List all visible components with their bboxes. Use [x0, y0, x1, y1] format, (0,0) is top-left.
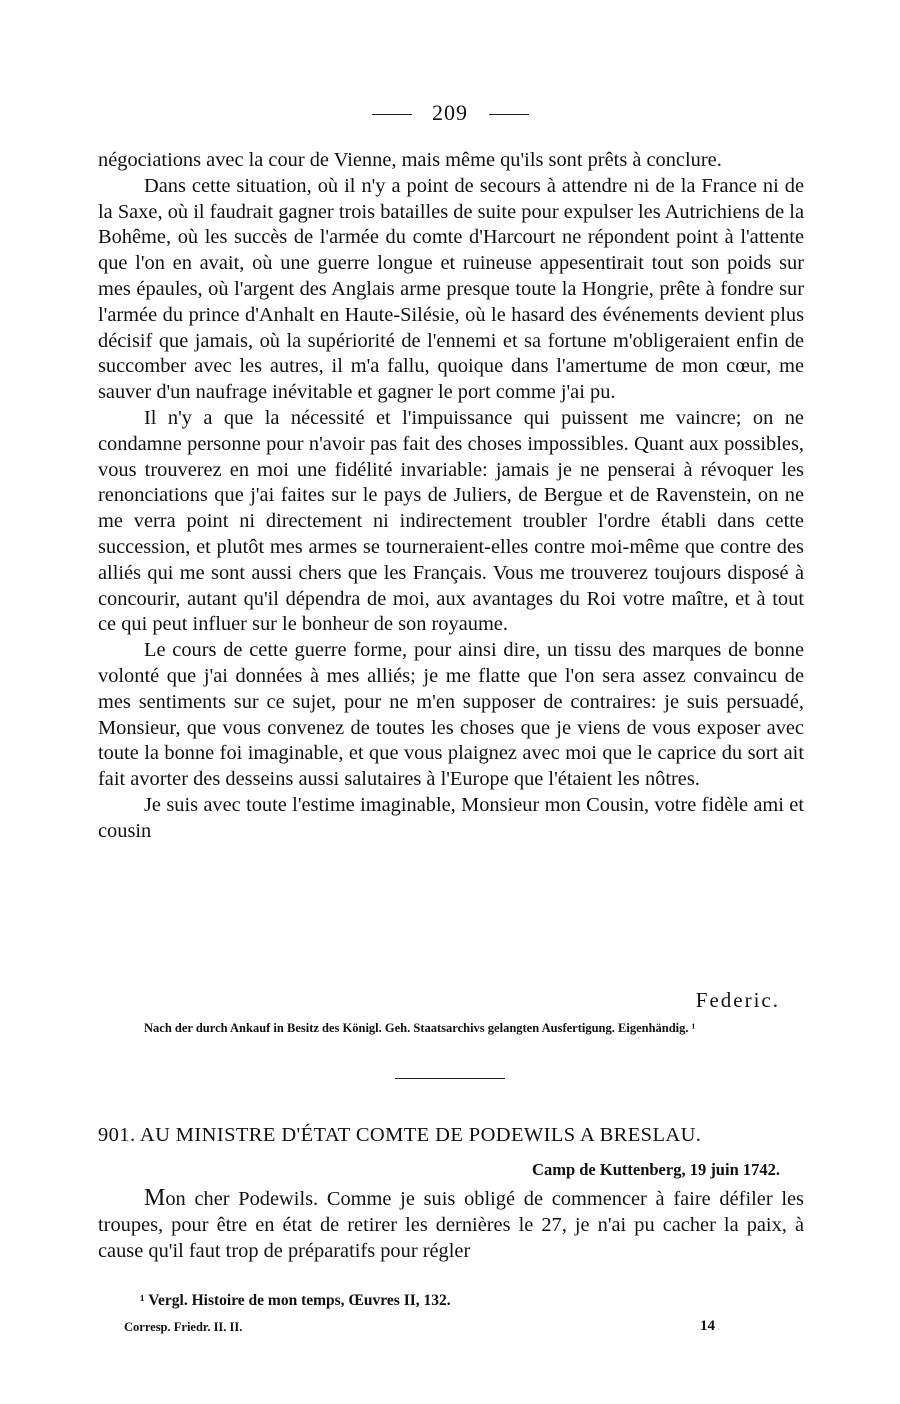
paragraph-situation: Dans cette situation, où il n'y a point de secours à attendre ni de la France ni de la Saxe, où il faudrait gagner trois batailles de suite pour expulser les Autrichiens de la Bohême, où les succès de l'armée du comte d'Harcourt ne répondent point à l'attente que l'on en avait, où une guerre longue et ruineuse appesentirait tout son poids sur mes épaules, où l'argent des Anglais arme presque toute la Hongrie, prête à fondre sur l'armée du prince d'Anhalt en Haute-Silésie, où le hasard des événements devient plus décisif que jamais, où la supériorité de l'ennemi et sa fortune m'obligeraient enfin de succomber avec les autres, il m'a fallu, quoique dans l'amertume de mon cœur, me sauver d'un naufrage inévitable et gagner le port comme j'ai pu. [98, 174, 804, 404]
paragraph-necessity: Il n'y a que la nécessité et l'impuissance qui puissent me vaincre; on ne condamne personne pour n'avoir pas fait des choses impossibles. Quant aux possibles, vous trouverez en moi une fidélité invariable: jamais je ne penserai à révoquer les renonciations que j'ai faites sur le pays de Juliers, de Bergue et de Ravenstein, on ne me verra point ni directement ni indirectement troubler l'ordre établi dans cette succession, et plutôt mes armes se tourneraient-elles contre moi-même que contre des alliés qui me sont aussi chers que les Français. Vous me trouverez toujours disposé à concourir, autant qu'il dépendra de moi, aux avantages du Roi votre maître, et à tout ce qui peut influer sur le bonheur de son royaume. [98, 406, 804, 636]
header-rule-left [372, 114, 412, 115]
paragraph-closing: Je suis avec toute l'estime imaginable, Monsieur mon Cousin, votre fidèle ami et cousin [98, 793, 804, 842]
opening-text: on cher Podewils. Comme je suis obligé de commencer à faire défiler les troupes, pour être en état de retirer les dernières le 27, je n'ai pu cacher la paix, à cause qu'il faut trop de préparatifs pour régler [98, 1188, 804, 1262]
letter-place-date: Camp de Kuttenberg, 19 juin 1742. [532, 1160, 780, 1179]
signature-mark: Corresp. Friedr. II. II. [124, 1320, 243, 1334]
paragraph-war-course: Le cours de cette guerre forme, pour ainsi dire, un tissu des marques de bonne volonté que j'ai données à mes alliés; je me flatte que l'on sera assez convaincu de mes sentiments sur ce sujet, pour ne m'en supposer de contraires: je suis persuadé, Monsieur, que vous convenez de toutes les choses que je viens de vous exposer avec toute la bonne foi imaginable, et que vous plaignez avec moi que le caprice du sort ait fait avorter des desseins aussi salutaires à l'Europe que l'étaient les nôtres. [98, 639, 804, 791]
opening-initial: M [144, 1185, 166, 1211]
footnote: ¹ Vergl. Histoire de mon temps, Œuvres II, 132. [140, 1292, 451, 1309]
page-header [0, 100, 900, 126]
page-number: 209 [432, 100, 468, 125]
continuation-paragraph: négociations avec la cour de Vienne, mais même qu'ils sont prêts à conclure. [98, 149, 722, 171]
main-text [98, 148, 804, 845]
letter-opening-paragraph [98, 1186, 804, 1264]
signature: Federic. [695, 988, 780, 1012]
header-rule-right [489, 114, 529, 115]
letter-text [98, 1186, 804, 1264]
letter-heading: 901. AU MINISTRE D'ÉTAT COMTE DE PODEWILS A BRESLAU. [98, 1124, 702, 1146]
section-divider [395, 1078, 505, 1079]
sheet-number: 14 [700, 1318, 715, 1334]
archive-note: Nach der durch Ankauf in Besitz des Königl. Geh. Staatsarchivs gelangten Ausfertigung. Eigenhändig. ¹ [144, 1021, 696, 1035]
